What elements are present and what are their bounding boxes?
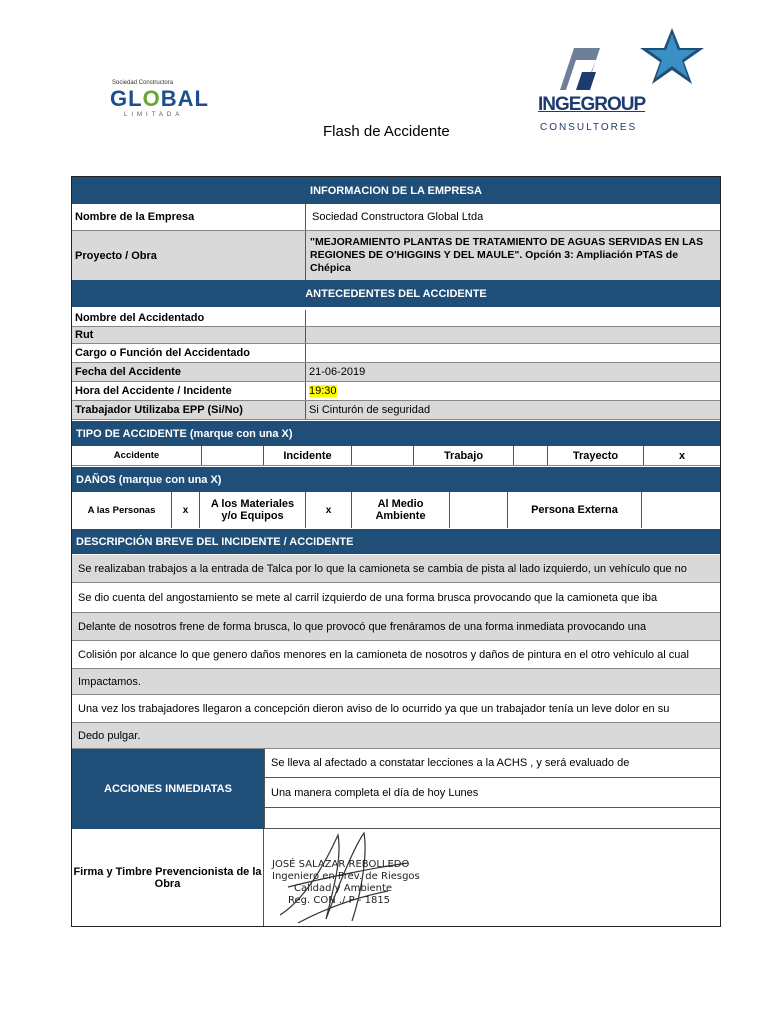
antecedente-value bbox=[306, 327, 720, 343]
danos-medio-label: Al Medio Ambiente bbox=[352, 492, 450, 528]
danos-row bbox=[72, 492, 720, 528]
global-logo bbox=[102, 72, 209, 132]
tipo-trabajo-label: Trabajo bbox=[414, 446, 514, 465]
antecedente-label: Rut bbox=[72, 327, 306, 343]
danos-materiales-label: A los Materiales y/o Equipos bbox=[200, 492, 306, 528]
antecedente-value: Si Cinturón de seguridad bbox=[309, 404, 431, 416]
hora-highlight: 19:30 bbox=[309, 385, 337, 397]
tipo-trayecto-mark: x bbox=[678, 449, 686, 462]
section-empresa-header: INFORMACION DE LA EMPRESA bbox=[72, 177, 720, 204]
danos-materiales-mark: x bbox=[306, 492, 352, 528]
tipo-accidente-mark bbox=[202, 446, 264, 465]
stamp-line: JOSÉ SALAZAR REBOLLEDO bbox=[272, 859, 410, 870]
descripcion-line: Se realizaban trabajos a la entrada de Talca por lo que la camioneta se cambia de pista al lado izquierdo, un vehículo que no bbox=[72, 555, 720, 583]
proyecto-row bbox=[72, 231, 720, 280]
tipo-incidente-mark bbox=[352, 446, 414, 465]
antecedente-label: Trabajador Utilizaba EPP (Si/No) bbox=[72, 401, 306, 419]
descripcion-line: Una vez los trabajadores llegaron a concepción dieron aviso de lo ocurrido ya que un trabajador tenía un leve dolor en su bbox=[72, 695, 720, 723]
descripcion-line: Se dio cuenta del angostamiento se mete al carril izquierdo de una forma brusca provocando que la camioneta que iba bbox=[72, 583, 720, 613]
section-antecedentes-header: ANTECEDENTES DEL ACCIDENTE bbox=[72, 280, 720, 307]
danos-medio-mark bbox=[450, 492, 508, 528]
firma-label: Firma y Timbre Prevencionista de la Obra bbox=[72, 829, 264, 927]
tipo-trabajo-mark bbox=[514, 446, 548, 465]
antecedente-value bbox=[306, 382, 720, 400]
descripcion-line: Impactamos. bbox=[72, 669, 720, 695]
antecedente-value: 21-06-2019 bbox=[309, 366, 366, 378]
tipo-incidente-label: Incidente bbox=[264, 446, 352, 465]
antecedente-row bbox=[72, 344, 720, 363]
document-title: Flash de Accidente bbox=[323, 123, 450, 140]
antecedente-row bbox=[72, 382, 720, 401]
antecedente-row bbox=[72, 363, 720, 382]
descripcion-line: Colisión por alcance lo que genero daños menores en la camioneta de nosotros y daños de pintura en el otro vehículo al cual bbox=[72, 641, 720, 669]
ingegroup-subtitle: CONSULTORES bbox=[540, 122, 638, 133]
tipo-trayecto-label: Trayecto bbox=[548, 446, 644, 465]
proyecto-value: "MEJORAMIENTO PLANTAS DE TRATAMIENTO DE AGUAS SERVIDAS EN LAS REGIONES DE O'HIGGINS Y DEL MAULE". Opción 3: Ampliación PTAS de Chépica bbox=[310, 236, 704, 274]
global-logo-tagline: Sociedad Constructora bbox=[112, 80, 174, 86]
stamp-line: Ingeniero en Prev. de Riesgos bbox=[272, 871, 420, 882]
ingegroup-mark-icon bbox=[556, 46, 602, 92]
antecedente-value bbox=[306, 344, 720, 362]
danos-externa-label: Persona Externa bbox=[508, 492, 642, 528]
danos-personas-label: A las Personas bbox=[72, 492, 172, 528]
antecedente-label: Hora del Accidente / Incidente bbox=[72, 382, 306, 400]
ingegroup-logo bbox=[536, 46, 646, 138]
antecedente-label: Cargo o Función del Accidentado bbox=[72, 344, 306, 362]
acciones-line: Se lleva al afectado a constatar lecciones a la ACHS , y será evaluado de bbox=[264, 749, 720, 778]
tipo-row bbox=[72, 446, 720, 466]
descripcion-line: Delante de nosotros frene de forma brusca, lo que provocó que frenáramos de una forma inmediata provocando una bbox=[72, 613, 720, 641]
stamp-line: Reg. CON ./ P - 1815 bbox=[288, 895, 391, 906]
empresa-nombre-value: Sociedad Constructora Global Ltda bbox=[312, 211, 484, 223]
global-logo-subtitle: LIMITADA bbox=[124, 112, 184, 118]
antecedente-row bbox=[72, 327, 720, 344]
empresa-nombre-label: Nombre de la Empresa bbox=[72, 204, 306, 230]
antecedente-label: Nombre del Accidentado bbox=[72, 310, 306, 326]
accident-form bbox=[71, 176, 721, 927]
ingegroup-name: INGEGROUP bbox=[538, 94, 646, 115]
section-descripcion-header: DESCRIPCIÓN BREVE DEL INCIDENTE / ACCIDENTE bbox=[72, 529, 720, 554]
proyecto-label: Proyecto / Obra bbox=[72, 231, 306, 280]
section-danos-header: DAÑOS (marque con una X) bbox=[72, 467, 720, 492]
section-tipo-header: TIPO DE ACCIDENTE (marque con una X) bbox=[72, 421, 720, 446]
acciones-line: Una manera completa el día de hoy Lunes bbox=[264, 778, 720, 808]
tipo-accidente-label: Accidente bbox=[72, 446, 202, 465]
antecedente-row bbox=[72, 310, 720, 327]
empresa-nombre-row bbox=[72, 204, 720, 231]
firma-stamp bbox=[272, 859, 432, 907]
danos-personas-mark: x bbox=[172, 492, 200, 528]
stamp-line: Calidad y Ambiente bbox=[294, 883, 393, 894]
acciones-line bbox=[264, 808, 720, 829]
acciones-label: ACCIONES INMEDIATAS bbox=[72, 749, 264, 829]
antecedente-row bbox=[72, 401, 720, 420]
global-logo-wordmark: GLOBAL bbox=[110, 86, 209, 111]
antecedente-label: Fecha del Accidente bbox=[72, 363, 306, 381]
danos-externa-mark bbox=[642, 492, 720, 528]
antecedente-value bbox=[306, 310, 720, 326]
star-logo-icon bbox=[636, 26, 708, 88]
descripcion-line: Dedo pulgar. bbox=[72, 723, 720, 749]
